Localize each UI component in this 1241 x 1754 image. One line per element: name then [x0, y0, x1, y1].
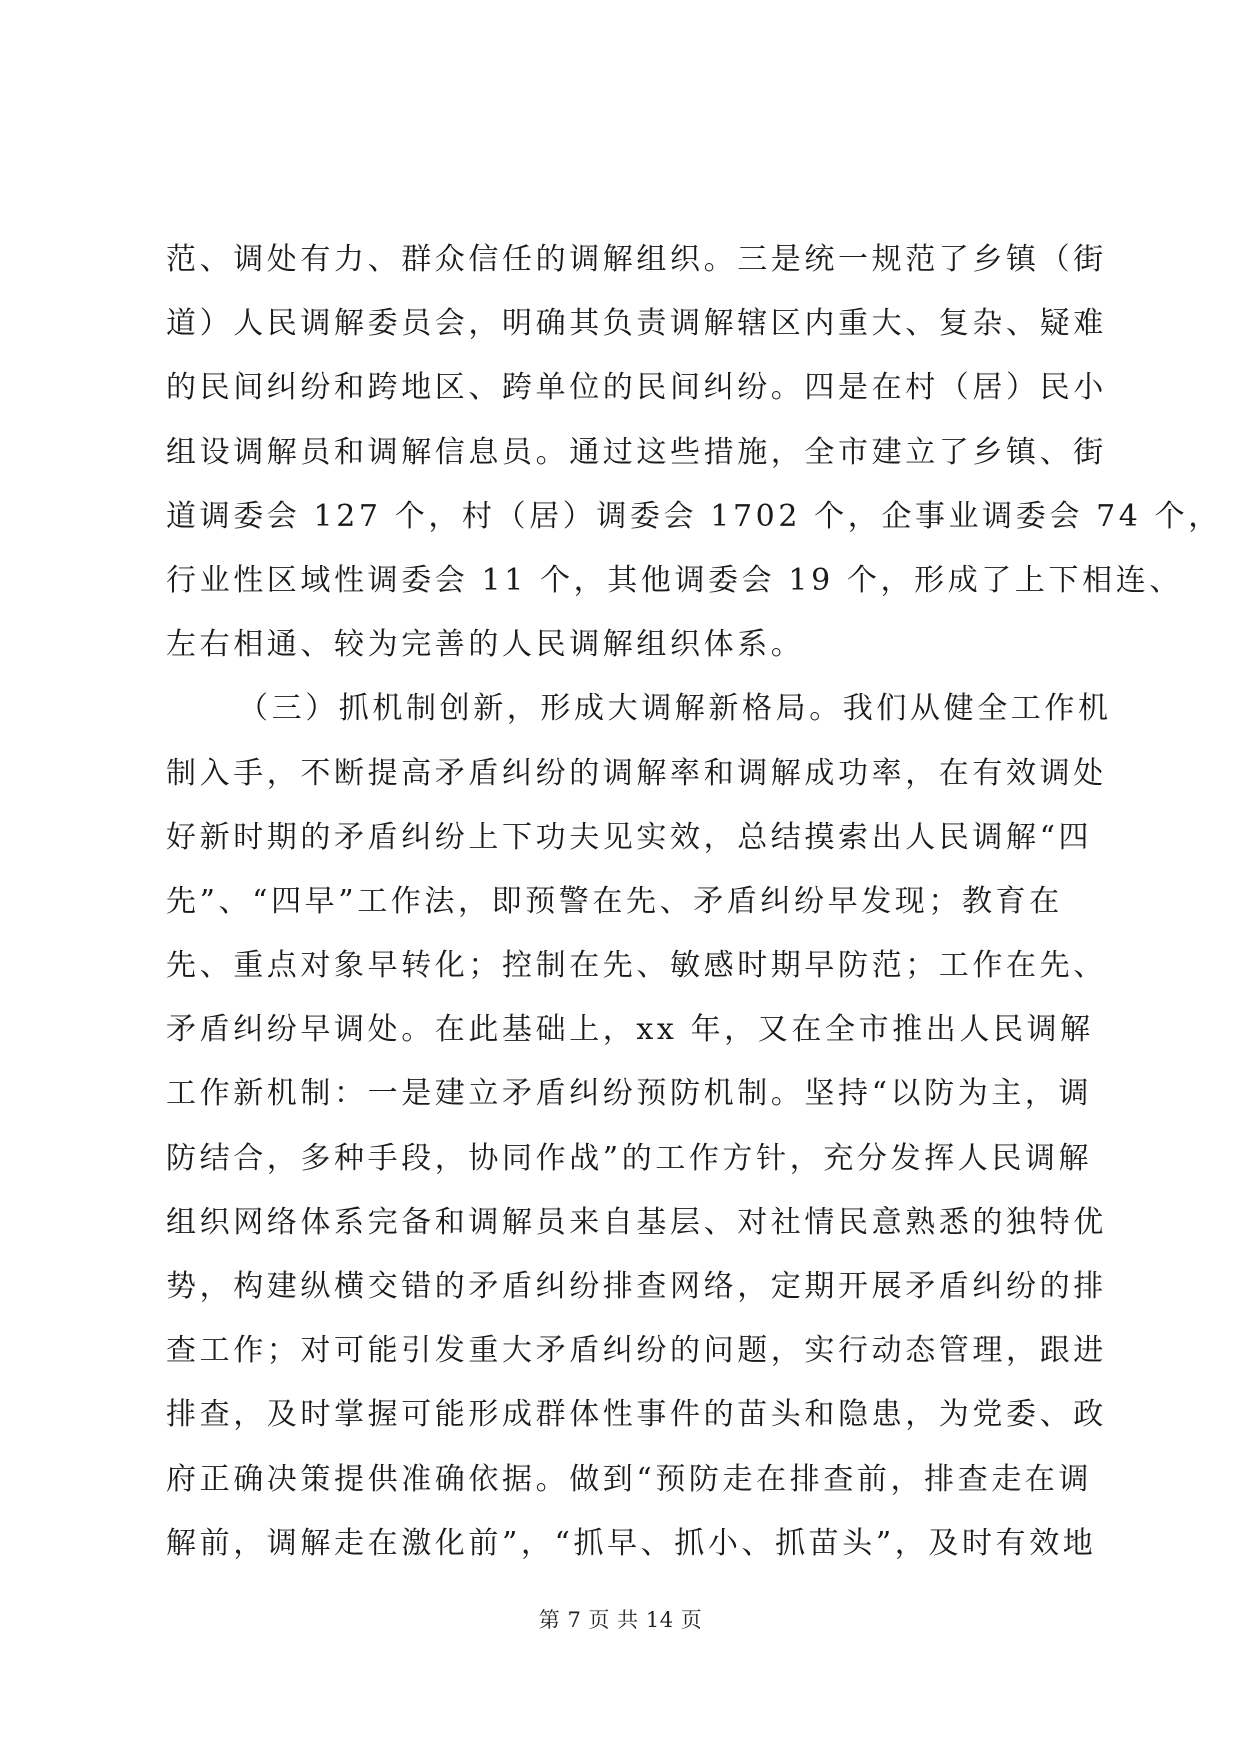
paragraph-start-line: （三）抓机制创新，形成大调解新格局。我们从健全工作机: [238, 691, 1112, 727]
text-line: 查工作；对可能引发重大矛盾纠纷的问题，实行动态管理，跟进: [166, 1333, 1107, 1369]
text-line: 行业性区域性调委会 11 个，其他调委会 19 个，形成了上下相连、: [166, 562, 1183, 598]
text-line: 道调委会 127 个，村（居）调委会 1702 个，企事业调委会 74 个，: [166, 498, 1222, 534]
text-line: 先”、“四早”工作法，即预警在先、矛盾纠纷早发现；教育在: [166, 883, 1063, 919]
page-number-footer: 第 7 页 共 14 页: [538, 1608, 703, 1632]
text-line: 范、调处有力、群众信任的调解组织。三是统一规范了乡镇（街: [166, 242, 1107, 277]
text-line: 道）人民调解委员会，明确其负责调解辖区内重大、复杂、疑难: [166, 306, 1107, 342]
text-line: 组设调解员和调解信息员。通过这些措施，全市建立了乡镇、街: [166, 434, 1107, 470]
text-line: 好新时期的矛盾纠纷上下功夫见实效，总结摸索出人民调解“四: [166, 819, 1093, 855]
text-line: 工作新机制：一是建立矛盾纠纷预防机制。坚持“以防为主，调: [166, 1076, 1093, 1112]
text-line: 排查，及时掌握可能形成群体性事件的苗头和隐患，为党委、政: [166, 1397, 1107, 1433]
text-line: 防结合，多种手段，协同作战”的工作方针，充分发挥人民调解: [166, 1140, 1093, 1176]
text-line: 的民间纠纷和跨地区、跨单位的民间纠纷。四是在村（居）民小: [166, 370, 1107, 406]
text-line: 府正确决策提供准确依据。做到“预防走在排查前，排查走在调: [166, 1461, 1093, 1497]
text-line: 矛盾纠纷早调处。在此基础上，xx 年，又在全市推出人民调解: [166, 1012, 1094, 1048]
text-line: 组织网络体系完备和调解员来自基层、对社情民意熟悉的独特优: [166, 1204, 1107, 1240]
body-text: [166, 228, 1222, 1576]
text-line: 制入手，不断提高矛盾纠纷的调解率和调解成功率，在有效调处: [166, 755, 1107, 791]
text-line: 先、重点对象早转化；控制在先、敏感时期早防范；工作在先、: [166, 948, 1107, 984]
text-line: 左右相通、较为完善的人民调解组织体系。: [166, 627, 805, 663]
text-line: 势，构建纵横交错的矛盾纠纷排查网络，定期开展矛盾纠纷的排: [166, 1269, 1107, 1304]
text-line: 解前，调解走在激化前”，“抓早、抓小、抓苗头”，及时有效地: [166, 1525, 1097, 1561]
